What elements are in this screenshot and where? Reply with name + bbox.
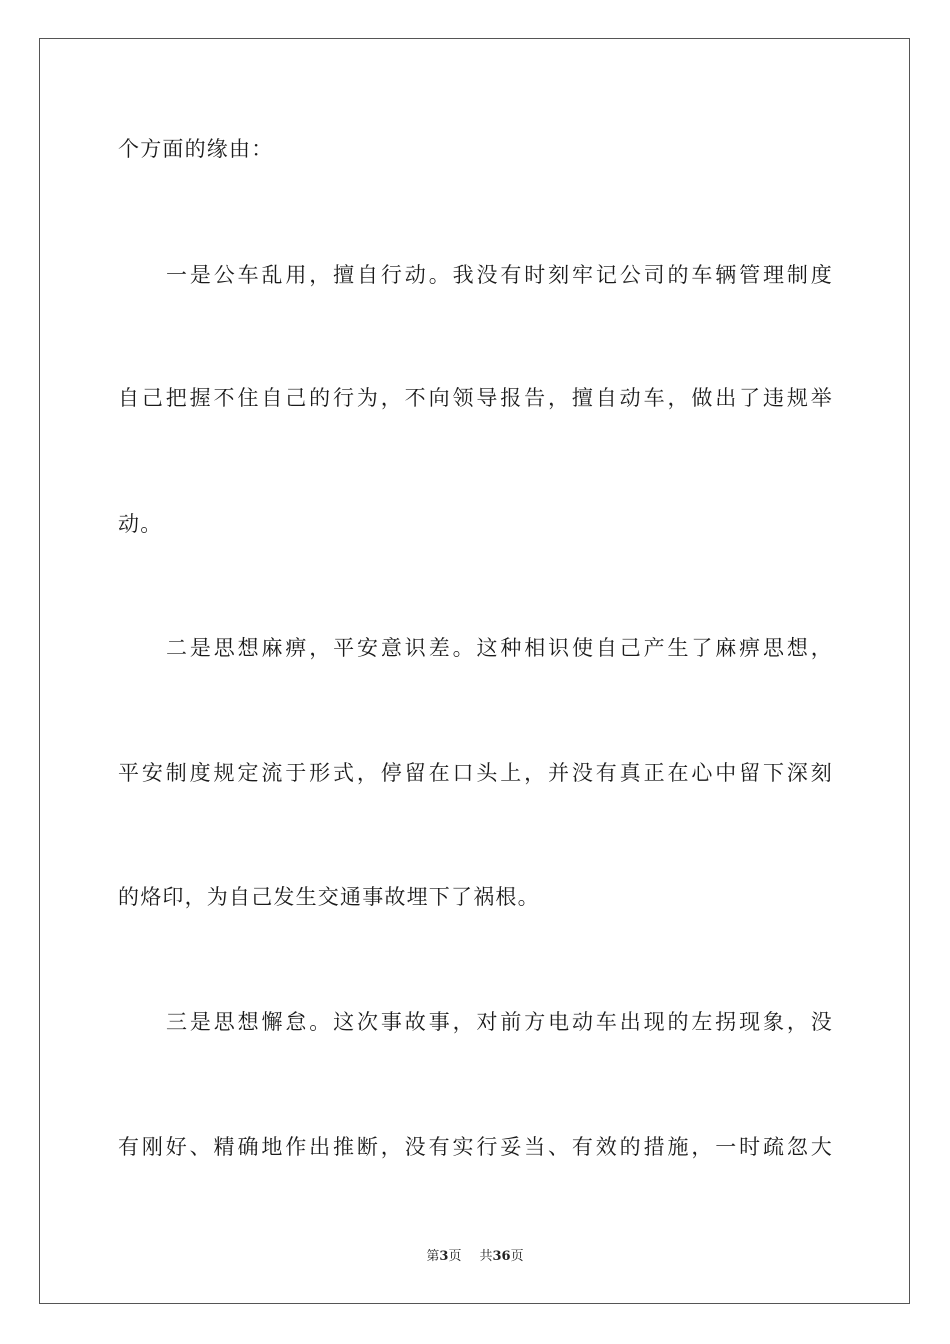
- page-suffix: 页: [448, 1249, 462, 1264]
- total-prefix: 共: [479, 1249, 493, 1264]
- page-number: 3: [439, 1249, 449, 1264]
- page-footer: [0, 1248, 950, 1266]
- page-prefix: 第: [426, 1249, 440, 1264]
- text-line-3: 自己把握不住自己的行为，不向领导报告，擅自动车，做出了违规举: [118, 386, 833, 410]
- text-line-4: 动。: [118, 512, 163, 536]
- text-line-8: 三是思想懈怠。这次事故事，对前方电动车出现的左拐现象，没: [166, 1010, 833, 1034]
- text-line-9: 有刚好、精确地作出推断，没有实行妥当、有效的措施，一时疏忽大: [118, 1135, 833, 1159]
- total-pages: 36: [492, 1249, 511, 1264]
- text-line-2: 一是公车乱用，擅自行动。我没有时刻牢记公司的车辆管理制度: [166, 263, 833, 287]
- text-line-5: 二是思想麻痹，平安意识差。这种相识使自己产生了麻痹思想，: [166, 636, 833, 660]
- text-line-7: 的烙印，为自己发生交通事故埋下了祸根。: [118, 885, 540, 909]
- text-line-1: 个方面的缘由：: [118, 137, 274, 161]
- page-border: [39, 38, 910, 1304]
- text-line-6: 平安制度规定流于形式，停留在口头上，并没有真正在心中留下深刻: [118, 761, 833, 785]
- total-suffix: 页: [510, 1249, 524, 1264]
